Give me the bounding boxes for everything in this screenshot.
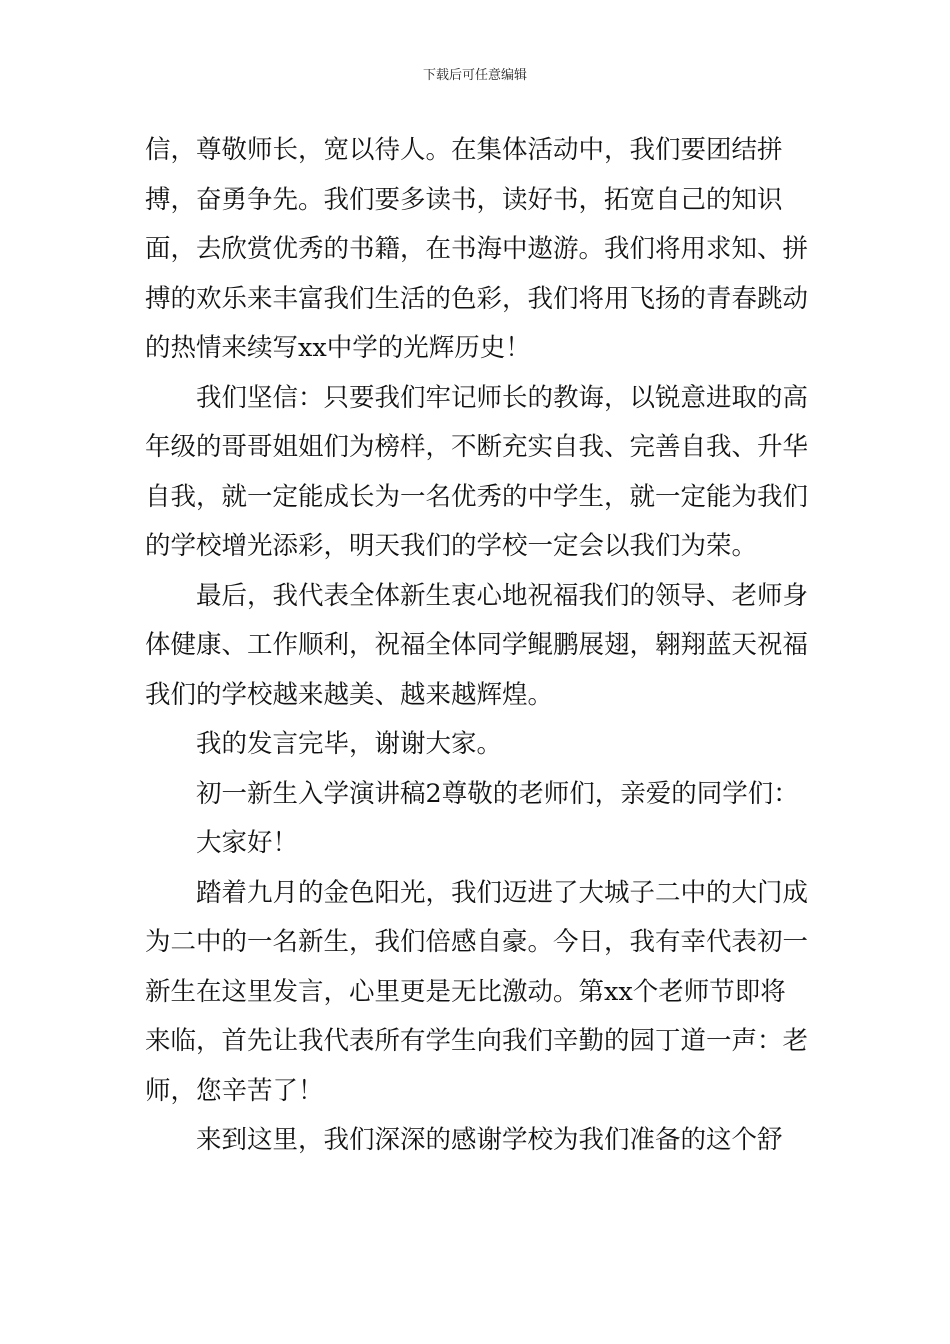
paragraph: 我的发言完毕，谢谢大家。 — [196, 729, 503, 759]
paragraph: 信，尊敬师长，宽以待人。在集体活动中，我们要团结拼搏，奋勇争先。我们要多读书，读好书，拓宽自己的知识面，去欣赏优秀的书籍，在书海中遨游。我们将用求知、拼搏的欢乐来丰富我们生活的色彩，我们将用飞扬的青春跳动的热情来续写xx中学的光辉历史！ — [145, 135, 809, 363]
paragraph: 初一新生入学演讲稿2尊敬的老师们，亲爱的同学们： — [196, 778, 799, 809]
paragraph: 大家好！ — [196, 828, 299, 858]
document-body — [145, 126, 810, 1166]
paragraph: 我们坚信：只要我们牢记师长的教诲，以锐意进取的高年级的哥哥姐姐们为榜样，不断充实自我、完善自我、升华自我，就一定能成长为一名优秀的中学生，就一定能为我们的学校增光添彩，明天我们的学校一定会以我们为荣。 — [145, 382, 809, 561]
page-header: 下载后可任意编辑 — [422, 68, 527, 83]
paragraph: 踏着九月的金色阳光，我们迈进了大城子二中的大门成为二中的一名新生，我们倍感自豪。今日，我有幸代表初一新生在这里发言，心里更是无比激动。第xx个老师节即将来临，首先让我代表所有学生向我们辛勤的园丁道一声：老师，您辛苦了！ — [145, 877, 809, 1106]
paragraph: 来到这里，我们深深的感谢学校为我们准备的这个舒 — [196, 1125, 783, 1155]
paragraph: 最后，我代表全体新生衷心地祝福我们的领导、老师身体健康、工作顺利，祝福全体同学鲲鹏展翅，翱翔蓝天祝福我们的学校越来越美、越来越辉煌。 — [145, 580, 809, 710]
